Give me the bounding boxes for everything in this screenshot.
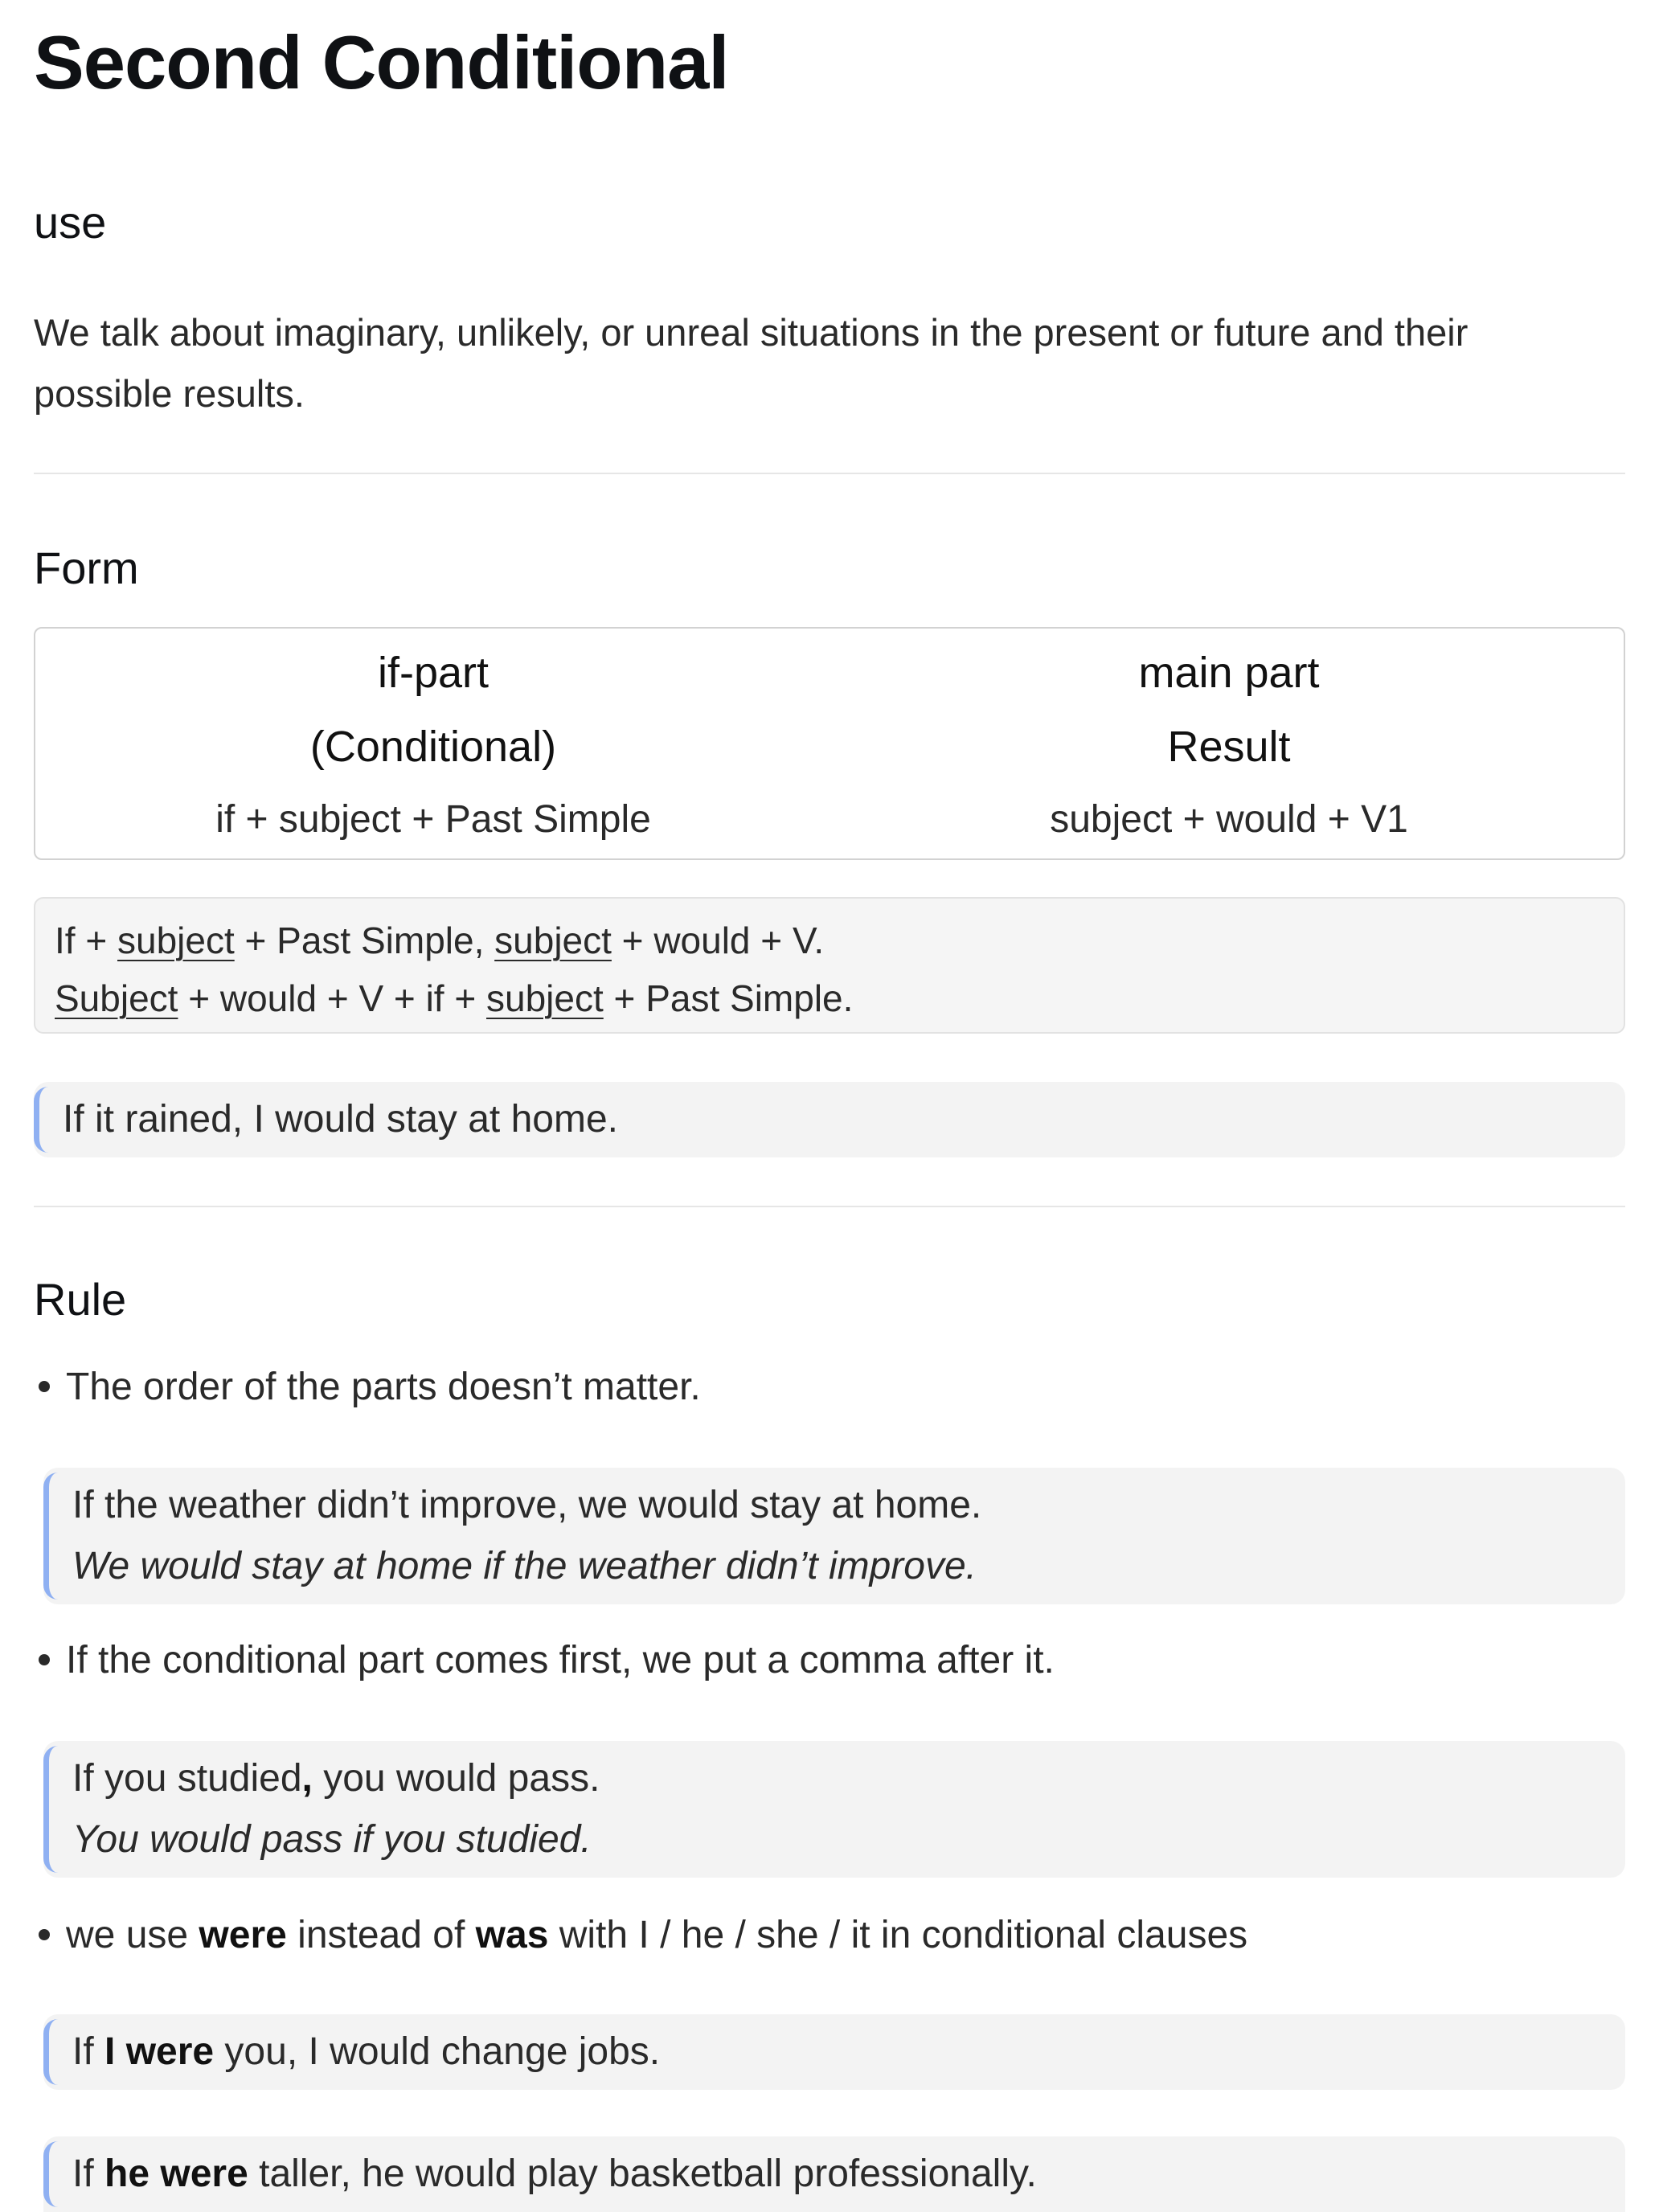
bullet-text: If the conditional part comes first, we put a comma after it. xyxy=(66,1639,1055,1682)
bullet-text: instead of xyxy=(286,1914,476,1956)
form-heading: Form xyxy=(34,543,139,593)
formula-box xyxy=(34,897,1625,1034)
example-line: If the weather didn’t improve, we would stay at home. xyxy=(72,1484,982,1526)
example-block xyxy=(43,1741,1625,1878)
formula-text: + would + V. xyxy=(611,920,825,961)
formula-line-1 xyxy=(55,911,1604,969)
example-text: you, I would change jobs. xyxy=(214,2030,661,2073)
example-text: If it rained, I would stay at home. xyxy=(63,1098,619,1141)
formula-text: If + xyxy=(55,920,117,961)
divider xyxy=(34,1206,1625,1207)
formula-subject: subject xyxy=(494,920,612,961)
divider xyxy=(34,473,1625,474)
bullet-text: we use xyxy=(66,1914,199,1956)
rule-bullet-2 xyxy=(34,1638,1055,1682)
formula-text: + Past Simple, xyxy=(234,920,495,961)
example-text: If you studied xyxy=(72,1757,302,1800)
bold-word: were xyxy=(199,1914,287,1956)
example-block xyxy=(43,2014,1625,2090)
use-text: We talk about imaginary, unlikely, or unreal situations in the present or future and their possible results. xyxy=(34,311,1469,415)
comma-highlight: , xyxy=(301,1757,313,1800)
rule-heading: Rule xyxy=(34,1274,127,1325)
example-block xyxy=(43,1468,1625,1604)
main-part-label: main part xyxy=(1138,649,1320,697)
example-line xyxy=(72,1748,1625,1809)
rule-bullet-3 xyxy=(34,1913,1247,1957)
formula-subject: subject xyxy=(117,920,235,961)
example-line-italic: We would stay at home if the weather didn’t improve. xyxy=(72,1545,977,1587)
formula-text: + Past Simple. xyxy=(603,977,854,1019)
example-text: you would pass. xyxy=(312,1757,600,1800)
formula-line-2 xyxy=(55,969,1604,1027)
bold-phrase: he were xyxy=(104,2153,248,2195)
formula-text: + would + V + if + xyxy=(178,977,487,1019)
bold-word: was xyxy=(475,1914,549,1956)
bullet-icon xyxy=(39,1929,50,1940)
bold-phrase: I were xyxy=(104,2030,215,2073)
bullet-text: The order of the parts doesn’t matter. xyxy=(66,1366,701,1408)
example-line xyxy=(72,2136,1625,2212)
main-part-formula: subject + would + V1 xyxy=(1050,798,1408,841)
if-part-formula: if + subject + Past Simple xyxy=(215,798,651,841)
example-block xyxy=(43,2136,1625,2212)
example-line xyxy=(72,2014,1625,2090)
bullet-icon xyxy=(39,1381,50,1392)
bullet-text: with I / he / she / it in conditional clauses xyxy=(548,1914,1248,1956)
example-text: If xyxy=(72,2153,105,2195)
conditional-label: (Conditional) xyxy=(309,723,557,771)
if-part-label: if-part xyxy=(377,649,490,697)
formula-subject: Subject xyxy=(55,977,178,1019)
page-title: Second Conditional xyxy=(34,20,729,104)
use-heading: use xyxy=(34,197,107,248)
rule-bullet-1 xyxy=(34,1365,701,1409)
formula-subject: subject xyxy=(486,977,604,1019)
example-line-italic: You would pass if you studied. xyxy=(72,1818,592,1861)
result-label: Result xyxy=(1167,723,1291,771)
example-text: taller, he would play basketball professionally. xyxy=(248,2153,1037,2195)
form-table xyxy=(34,627,1625,860)
example-text: If xyxy=(72,2030,105,2073)
example-block xyxy=(34,1082,1625,1157)
bullet-icon xyxy=(39,1654,50,1665)
